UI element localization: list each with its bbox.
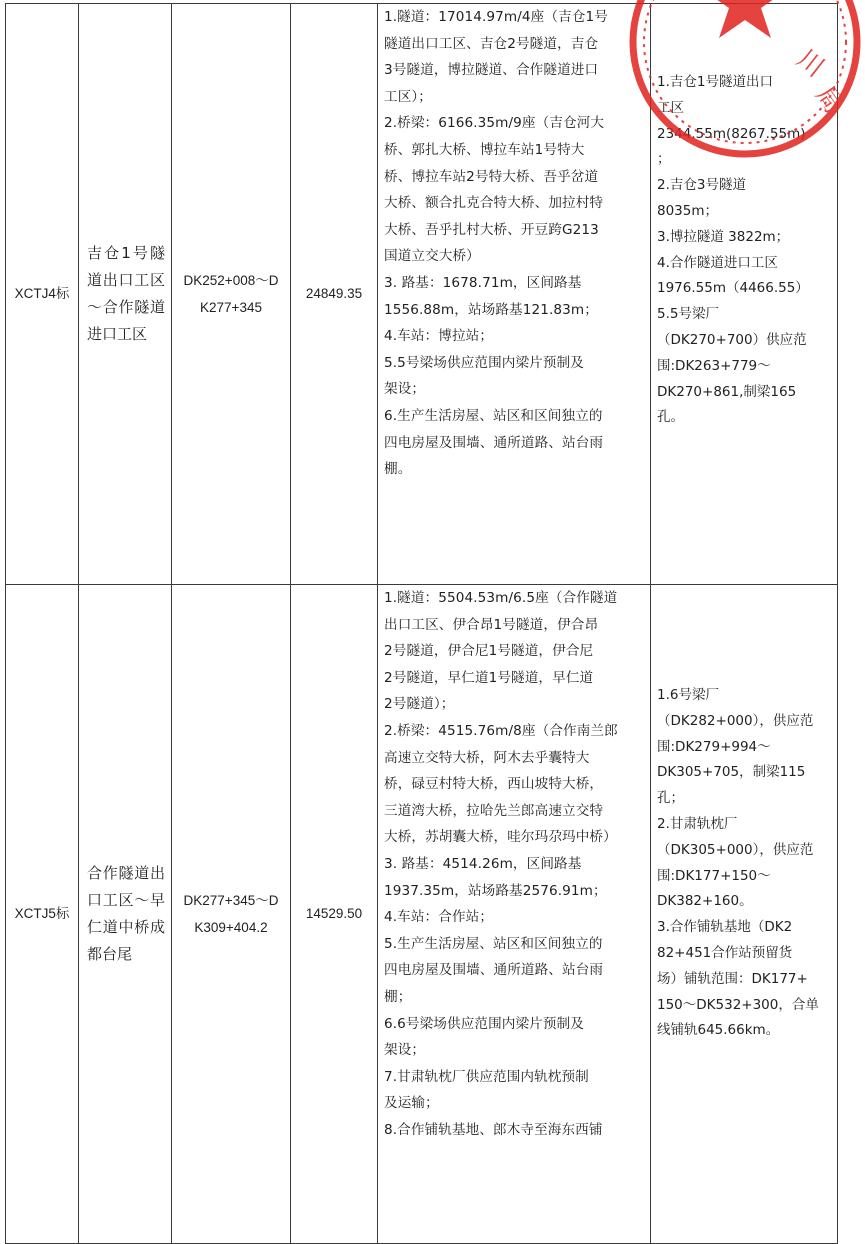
- remark-line: DK382+160。: [657, 893, 753, 910]
- scope-line: 1556.88m，站场路基121.83m；: [384, 301, 598, 318]
- scope-line: 1.隧道：17014.97m/4座（吉仓1号: [384, 9, 608, 25]
- remark-line: 8035m；: [657, 202, 719, 219]
- remark-line: 围:DK263+779～: [657, 357, 771, 374]
- mileage-range-line: K309+404.2: [194, 920, 268, 935]
- scope-line: 1.隧道：5504.53m/6.5座（合作隧道: [384, 590, 618, 606]
- remark-line: 围:DK177+150～: [657, 867, 771, 884]
- remark-line: 5.5号梁厂: [657, 306, 719, 323]
- remark-line: 3.博拉隧道 3822m；: [657, 228, 790, 245]
- scope-line: 桥、郭扎大桥、博拉车站1号特大: [384, 141, 585, 158]
- section-length: [291, 585, 378, 1244]
- remark-line: 2.吉仓3号隧道: [657, 177, 746, 194]
- scope-line: 四电房屋及围墙、通所道路、站台雨: [384, 434, 604, 451]
- scope-line: 6.6号梁场供应范围内梁片预制及: [384, 1015, 584, 1032]
- scope-line: 3. 路基：4514.26m，区间路基: [384, 855, 582, 872]
- remark-line: 3.合作铺轨基地（DK2: [657, 919, 793, 936]
- scope-line: 架设；: [384, 1042, 426, 1059]
- mileage-range-line: DK252+008～D: [183, 273, 279, 288]
- section-name: [79, 585, 172, 1244]
- scope-line: 7.甘肃轨枕厂供应范围内轨枕预制: [384, 1068, 589, 1085]
- remarks: [651, 4, 838, 585]
- section-name-text: 吉仓1号隧道出口工区～合作隧道进口工区: [87, 244, 165, 343]
- remark-line: （DK305+000），供应范: [657, 841, 814, 858]
- remark-line: DK305+705，制梁115: [657, 764, 806, 781]
- scope-line: 大桥，苏胡囊大桥，哇尔玛尕玛中桥）: [384, 829, 617, 846]
- remark-line: 1.吉仓1号隧道出口: [657, 74, 773, 90]
- scope-line: 4.车站：合作站；: [384, 909, 494, 926]
- scope-line: 5.5号梁场供应范围内梁片预制及: [384, 354, 584, 371]
- remark-line: 围:DK279+994～: [657, 738, 771, 755]
- remark-line: 线铺轨645.66km。: [657, 1022, 780, 1039]
- scope-line: 5.生产生活房屋、站区和区间独立的: [384, 935, 603, 952]
- mileage-range-line: K277+345: [200, 300, 262, 315]
- scope-line: 棚；: [384, 988, 412, 1005]
- remark-line: DK270+861,制梁165: [657, 383, 797, 400]
- remarks: [651, 585, 838, 1244]
- table-row: [6, 585, 838, 1244]
- remark-line: 场）铺轨范围：DK177+: [657, 970, 808, 987]
- scope-line: 桥，碌豆村特大桥，西山坡特大桥，: [384, 776, 604, 793]
- section-length-text: 14529.50: [305, 906, 363, 921]
- mileage-range: [172, 4, 291, 585]
- mileage-range: [172, 585, 291, 1244]
- project-scope-table: [5, 3, 838, 1244]
- section-name: [79, 4, 172, 585]
- seal-text: 局: [809, 80, 849, 120]
- remark-line: 150～DK532+300，合单: [657, 996, 819, 1013]
- scope-line: 出口工区、伊合昂1号隧道，伊合昂: [384, 616, 599, 633]
- scope-line: 6.生产生活房屋、站区和区间独立的: [384, 407, 603, 424]
- section-code: [6, 585, 79, 1244]
- remark-line: 工区: [657, 99, 684, 116]
- scope-line: 大桥、吾乎扎村大桥、开豆跨G213: [384, 221, 599, 238]
- section-code: [6, 4, 79, 585]
- remark-line: 1976.55m（4466.55）: [657, 280, 809, 297]
- scope-line: 2号隧道，早仁道1号隧道，早仁道: [384, 669, 594, 686]
- scope-line: 2号隧道，伊合尼1号隧道，伊合尼: [384, 643, 594, 660]
- scope-line: 8.合作铺轨基地、郎木寺至海东西铺: [384, 1121, 603, 1138]
- work-scope: [378, 4, 651, 585]
- mileage-range-line: DK277+345～D: [183, 893, 279, 908]
- seal-text: 川: [790, 43, 830, 84]
- scope-line: 桥、博拉车站2号特大桥、吾乎岔道: [384, 168, 599, 185]
- scope-line: 架设；: [384, 381, 426, 398]
- remark-line: （DK282+000），供应范: [657, 712, 814, 729]
- scope-line: 棚。: [384, 461, 412, 478]
- scope-line: 国道立交大桥）: [384, 248, 480, 265]
- section-length-text: 24849.35: [305, 286, 363, 301]
- section-code-text: XCTJ5标: [14, 906, 70, 921]
- scope-line: 2号隧道）；: [384, 696, 455, 713]
- section-code-text: XCTJ4标: [14, 286, 70, 301]
- remark-line: 2.甘肃轨枕厂: [657, 815, 738, 832]
- scope-line: 大桥、额合扎克合特大桥、加拉村特: [384, 195, 604, 212]
- section-name-text: 合作隧道出口工区～早仁道中桥成都台尾: [87, 864, 165, 963]
- remark-line: （DK270+700）供应范: [657, 331, 807, 348]
- scope-line: 4.车站：博拉站；: [384, 328, 494, 345]
- scope-line: 隧道出口工区、吉仓2号隧道，吉仓: [384, 35, 599, 52]
- remark-line: 孔。: [657, 409, 684, 426]
- scope-line: 及运输；: [384, 1095, 439, 1112]
- scope-line: 2.桥梁：4515.76m/8座（合作南兰郎: [384, 722, 618, 739]
- remark-line: 4.合作隧道进口工区: [657, 254, 778, 271]
- work-scope: [378, 585, 651, 1244]
- section-length: [291, 4, 378, 585]
- scope-line: 2.桥梁：6166.35m/9座（吉仓河大: [384, 115, 605, 132]
- scope-line: 3号隧道，博拉隧道、合作隧道进口: [384, 62, 599, 79]
- remark-line: 82+451合作站预留货: [657, 944, 793, 961]
- scope-line: 三道湾大桥，拉哈先兰郎高速立交特: [384, 802, 604, 819]
- remark-line: 1.6号梁厂: [657, 687, 719, 703]
- scope-line: 工区）；: [384, 88, 432, 105]
- scope-line: 3. 路基：1678.71m，区间路基: [384, 274, 582, 291]
- scope-line: 四电房屋及围墙、通所道路、站台雨: [384, 962, 604, 979]
- table-row: [6, 4, 838, 585]
- remark-line: ；: [657, 151, 671, 168]
- remark-line: 2344.55m(8267.55m): [657, 125, 806, 142]
- scope-line: 1937.35m，站场路基2576.91m；: [384, 882, 607, 899]
- remark-line: 孔；: [657, 790, 684, 807]
- scope-line: 高速立交特大桥，阿木去乎囊特大: [384, 749, 590, 766]
